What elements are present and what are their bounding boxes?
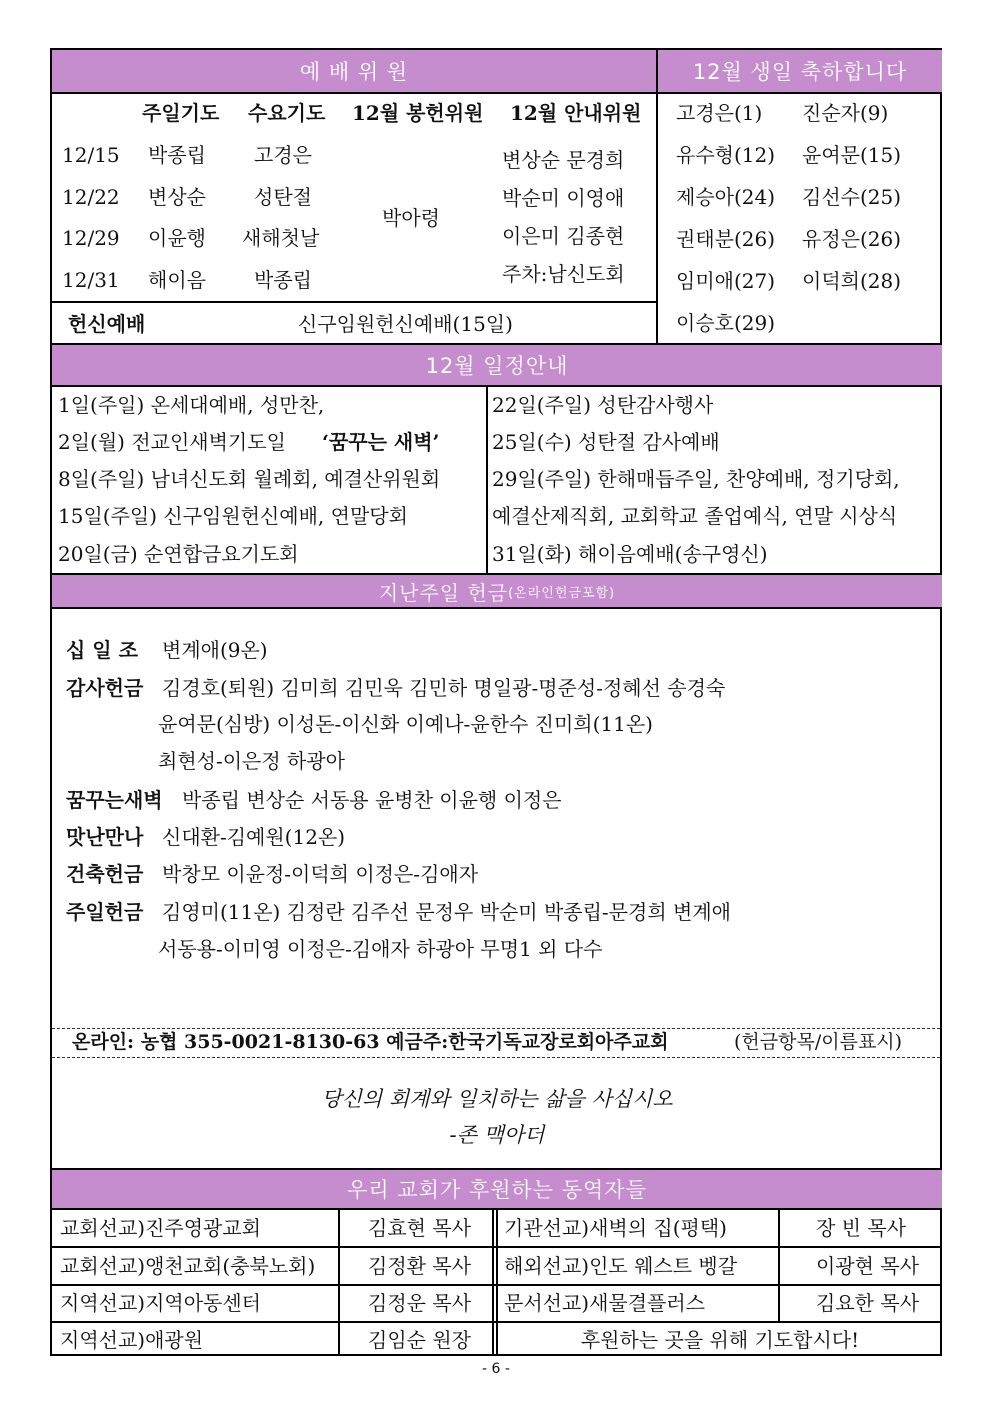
- support-mission: 문서선교)새물결플러스: [504, 1291, 706, 1315]
- dedication-label: 헌신예배: [68, 312, 146, 336]
- support-pastor: 김정운 목사: [368, 1291, 471, 1315]
- dawn-names: 박종립 변상순 서동용 윤병찬 이윤행 이정은: [182, 788, 562, 812]
- birthday-entry: 김선수(25): [802, 185, 902, 209]
- online-account: 온라인: 농협 355-0021-8130-63 예금주:한국기독교장로회아주교회: [72, 1031, 669, 1053]
- worship-committee-header: 예 배 위 원: [52, 50, 656, 92]
- dedication-value: 신구임원헌신예배(15일): [298, 312, 513, 336]
- birthday-entry: 권태분(26): [676, 227, 776, 251]
- row-date: 12/31: [62, 268, 120, 292]
- col-ushers: 12월 안내위원: [510, 101, 642, 125]
- dawn-label: 꿈꾸는새벽: [66, 788, 163, 812]
- birthday-entry: 유정은(26): [802, 227, 902, 251]
- meet-names: 신대환-김예원(12온): [162, 825, 346, 849]
- thanks-label: 감사헌금: [66, 676, 144, 700]
- sunday-offering-label: 주일헌금: [66, 900, 144, 924]
- offering-title-note: (온라인헌금포함): [508, 585, 616, 601]
- schedule-item: 1일(주일) 온세대예배, 성만찬,: [58, 393, 325, 417]
- schedule-highlight: ‘꿈꾸는 새벽’: [322, 430, 440, 454]
- meet-label: 맛난만나: [66, 825, 144, 849]
- birthday-entry: 임미애(27): [676, 269, 776, 293]
- schedule-item: 15일(주일) 신구임원헌신예배, 연말당회: [58, 504, 408, 528]
- row-sunday: 변상순: [148, 185, 206, 209]
- thanks-names: 김경호(퇴원) 김미희 김민욱 김민하 명일광-명준성-정혜선 송경숙: [162, 676, 726, 700]
- sunday-offering-names: 김영미(11온) 김정란 김주선 문정우 박순미 박종립-문경희 변계애: [162, 900, 731, 924]
- row-date: 12/15: [62, 143, 120, 167]
- birthday-entry: 이승호(29): [676, 311, 776, 335]
- birthday-entry: 진순자(9): [802, 101, 889, 125]
- row-wed: 성탄절: [254, 185, 312, 209]
- row-sunday: 이윤행: [148, 226, 206, 250]
- schedule-item: 25일(수) 성탄절 감사예배: [492, 430, 720, 454]
- sunday-offering-names: 서동용-이미영 이정은-김애자 하광아 무명1 외 다수: [158, 937, 603, 961]
- birthday-entry: 고경은(1): [676, 101, 763, 125]
- usher-pair: 이은미 김종현: [502, 224, 625, 248]
- offering-title: 지난주일 헌금: [378, 580, 509, 605]
- col-wed-prayer: 수요기도: [248, 101, 326, 125]
- usher-pair: 변상순 문경희: [502, 148, 625, 172]
- bulletin-page: [50, 48, 942, 1356]
- usher-pair: 박순미 이영애: [502, 186, 625, 210]
- thanks-names: 최현성-이은정 하광아: [158, 749, 345, 773]
- schedule-item: 예결산제직회, 교회학교 졸업예식, 연말 시상식: [492, 504, 898, 528]
- birthday-entry: 유수형(12): [676, 143, 776, 167]
- support-pastor: 장 빈 목사: [816, 1216, 906, 1240]
- support-closing: 후원하는 곳을 위해 기도합시다!: [580, 1328, 860, 1352]
- support-mission: 지역선교)애광원: [60, 1328, 204, 1352]
- tithe-names: 변계애(9온): [162, 638, 268, 662]
- row-wed: 고경은: [254, 143, 312, 167]
- col-offering-committee: 12월 봉헌위원: [352, 101, 484, 125]
- schedule-item: 31일(화) 해이음예배(송구영신): [492, 542, 768, 566]
- schedule-item: 22일(주일) 성탄감사행사: [492, 393, 714, 417]
- support-header: 우리 교회가 후원하는 동역자들: [52, 1170, 942, 1208]
- support-pastor: 김요한 목사: [816, 1291, 919, 1315]
- schedule-item: 29일(주일) 한해매듭주일, 찬양예배, 정기당회,: [492, 467, 900, 491]
- online-note: (헌금항목/이름표시): [734, 1031, 903, 1053]
- support-pastor: 김임순 원장: [368, 1328, 471, 1352]
- row-wed: 박종립: [254, 268, 312, 292]
- support-mission: 해외선교)인도 웨스트 벵갈: [504, 1254, 738, 1278]
- support-pastor: 김효현 목사: [368, 1216, 471, 1240]
- offering-header: [52, 575, 942, 607]
- tithe-label: 십 일 조: [66, 638, 138, 662]
- quote-author: -존 맥아더: [449, 1123, 545, 1147]
- schedule-item: 20일(금) 순연합금요기도회: [58, 542, 299, 566]
- schedule-header: 12월 일정안내: [52, 345, 942, 385]
- birthday-entry: 윤여문(15): [802, 143, 902, 167]
- birthday-entry: 이덕희(28): [802, 269, 902, 293]
- support-mission: 교회선교)앵천교회(충북노회): [60, 1254, 316, 1278]
- usher-parking: 주차:남신도회: [502, 262, 625, 286]
- support-pastor: 이광현 목사: [816, 1254, 919, 1278]
- schedule-item: 2일(월) 전교인새벽기도일: [58, 430, 286, 454]
- schedule-item: 8일(주일) 남녀신도회 월례회, 예결산위원회: [58, 467, 441, 491]
- row-date: 12/29: [62, 226, 120, 250]
- support-mission: 지역선교)지역아동센터: [60, 1291, 262, 1315]
- thanks-names: 윤여문(심방) 이성돈-이신화 이예나-윤한수 진미희(11온): [158, 712, 653, 736]
- col-sunday-prayer: 주일기도: [142, 101, 220, 125]
- row-sunday: 해이음: [148, 268, 206, 292]
- support-mission: 기관선교)새벽의 집(평택): [504, 1216, 727, 1240]
- row-date: 12/22: [62, 185, 120, 209]
- support-mission: 교회선교)진주영광교회: [60, 1216, 262, 1240]
- row-wed: 새해첫날: [242, 226, 320, 250]
- building-names: 박창모 이윤정-이덕희 이정은-김애자: [162, 862, 479, 886]
- quote-text: 당신의 회계와 일치하는 삶을 사십시오: [321, 1087, 673, 1111]
- offering-committee-name: 박아령: [382, 206, 440, 230]
- page-number: - 6 -: [482, 1361, 510, 1377]
- birthday-header: 12월 생일 축하합니다: [658, 50, 942, 92]
- birthday-entry: 제승아(24): [676, 185, 776, 209]
- building-label: 건축헌금: [66, 862, 144, 886]
- row-sunday: 박종립: [148, 143, 206, 167]
- support-pastor: 김정환 목사: [368, 1254, 471, 1278]
